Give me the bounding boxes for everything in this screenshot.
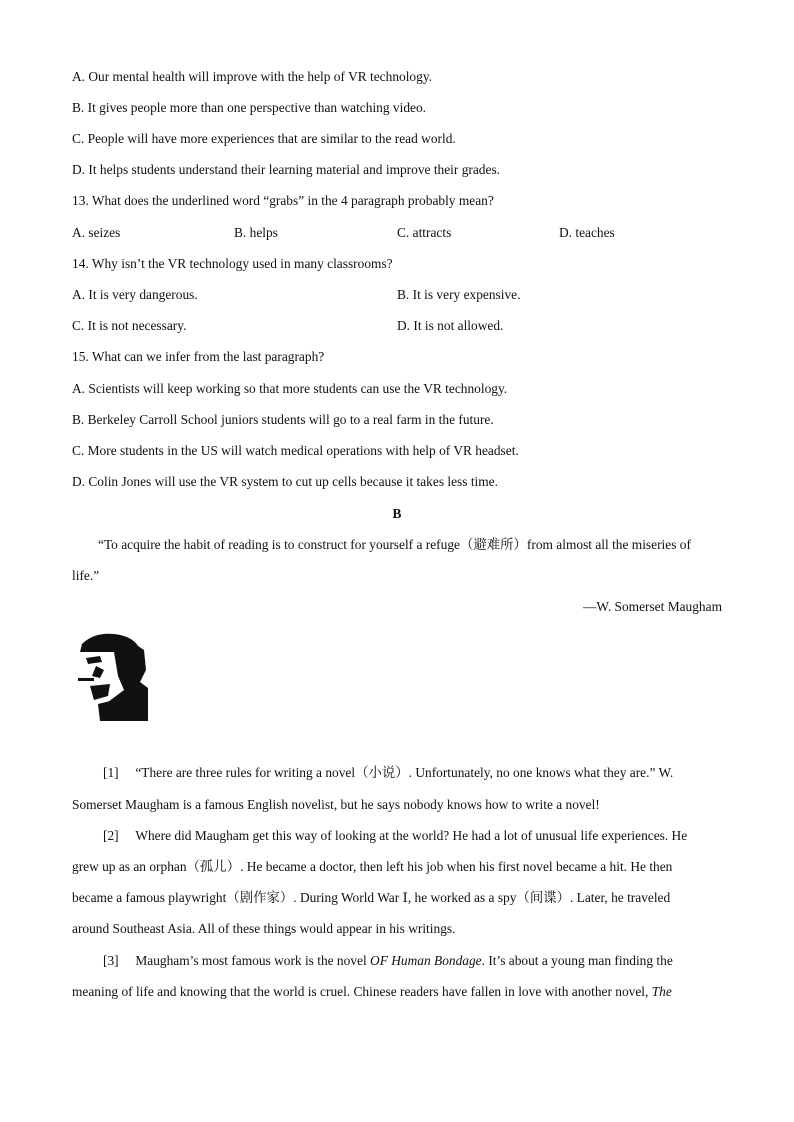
paragraph-3-text-c: . It’s about a young man finding the	[481, 953, 673, 968]
q13-option-d: D. teaches	[559, 225, 615, 240]
q15-question: 15. What can we infer from the last paragraph?	[72, 349, 325, 364]
paragraph-1-line-2: Somerset Maugham is a famous English novelist, but he says nobody knows how to write a novel!	[72, 797, 600, 812]
book-title-start: The	[651, 984, 672, 999]
author-portrait-icon	[74, 630, 148, 721]
section-heading: B	[392, 506, 402, 521]
q15-option-a: A. Scientists will keep working so that more students can use the VR technology.	[72, 381, 508, 396]
q12-option-a: A. Our mental health will improve with the help of VR technology.	[72, 69, 432, 84]
q15-option-b: B. Berkeley Carroll School juniors students will go to a real farm in the future.	[72, 412, 494, 427]
q14-option-c: C. It is not necessary.	[72, 318, 187, 333]
q14-option-a: A. It is very dangerous.	[72, 287, 198, 302]
q13-option-a: A. seizes	[72, 225, 121, 240]
q14-question: 14. Why isn’t the VR technology used in many classrooms?	[72, 256, 393, 271]
q12-option-d: D. It helps students understand their learning material and improve their grades.	[72, 162, 501, 177]
q14-option-b: B. It is very expensive.	[397, 287, 521, 302]
q12-option-c: C. People will have more experiences that are similar to the read world.	[72, 131, 456, 146]
paragraph-2-line-4: around Southeast Asia. All of these things would appear in his writings.	[72, 921, 456, 936]
quote-line-2: life.”	[72, 568, 100, 583]
book-title-of-human-bondage: OF Human Bondage	[370, 953, 482, 968]
paragraph-2-line-1: [2] Where did Maugham get this way of looking at the world? He had a lot of unusual life experiences. He	[103, 828, 688, 843]
q13-option-c: C. attracts	[397, 225, 452, 240]
quote-attribution: —W. Somerset Maugham	[583, 599, 722, 614]
q15-option-c: C. More students in the US will watch medical operations with help of VR headset.	[72, 443, 519, 458]
quote-line-1: “To acquire the habit of reading is to construct for yourself a refuge（避难所）from almost all the miseries of	[98, 537, 691, 552]
paragraph-2-line-2: grew up as an orphan（孤儿）. He became a doctor, then left his job when his first novel became a hit. He then	[72, 859, 673, 874]
q13-option-b: B. helps	[234, 225, 278, 240]
paragraph-3-line-1	[103, 953, 673, 969]
paragraph-1-line-1: [1] “There are three rules for writing a novel（小说）. Unfortunately, no one knows what they are.” W.	[103, 765, 674, 780]
paragraph-3-line-2	[72, 984, 672, 1000]
q13-question: 13. What does the underlined word “grabs” in the 4 paragraph probably mean?	[72, 193, 494, 208]
paragraph-2-line-3: became a famous playwright（剧作家）. During World War Ⅰ, he worked as a spy（间谍）. Later, he traveled	[72, 890, 671, 905]
paragraph-3-text-d: meaning of life and knowing that the world is cruel. Chinese readers have fallen in love with another novel,	[72, 984, 652, 999]
q14-option-d: D. It is not allowed.	[397, 318, 504, 333]
q12-option-b: B. It gives people more than one perspective than watching video.	[72, 100, 427, 115]
q15-option-d: D. Colin Jones will use the VR system to cut up cells because it takes less time.	[72, 474, 498, 489]
paragraph-3-text-a: [3] Maugham’s most famous work is the novel	[103, 953, 371, 968]
